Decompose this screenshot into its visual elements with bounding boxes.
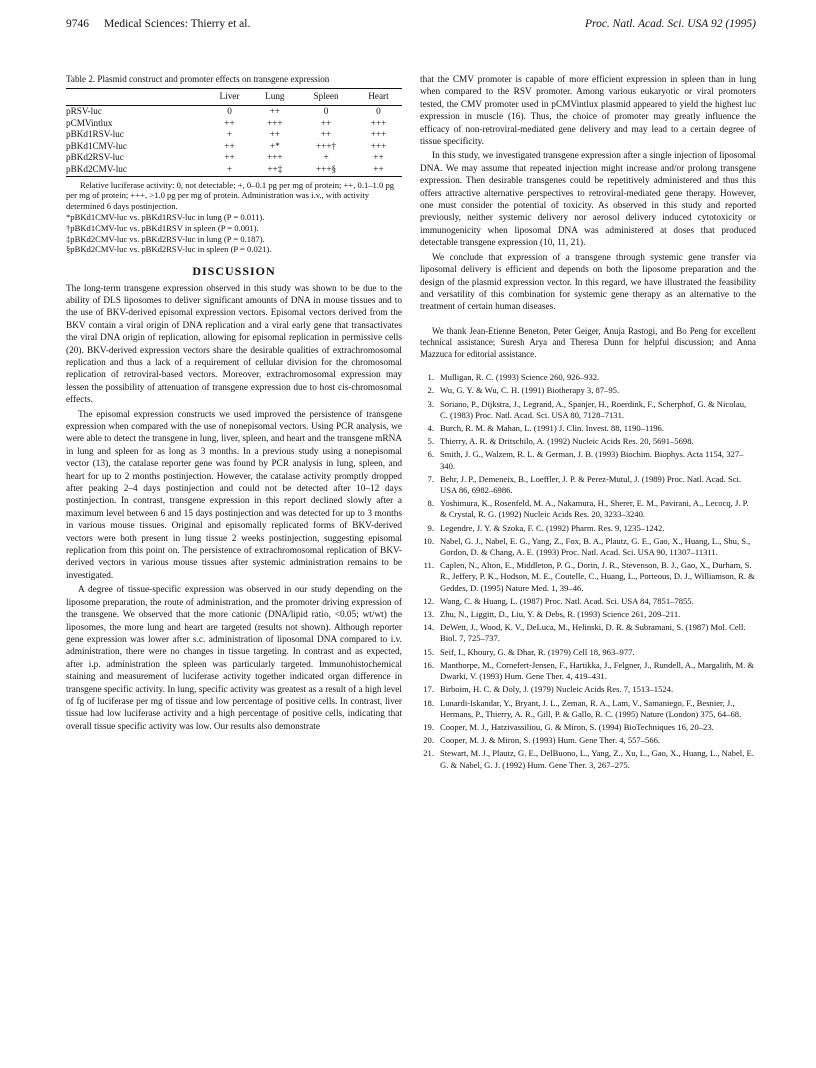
reference-text: Cooper, M. J. & Miron, S. (1993) Hum. Gene Ther. 4, 557–566. <box>440 735 661 746</box>
reference-text: Behr, J. P., Demeneix, B., Loeffler, J. P. & Perez-Mutul, J. (1989) Proc. Natl. Acad. Sci. USA 86, 6982–6986. <box>440 473 742 496</box>
table-2 <box>66 88 402 176</box>
reference-item <box>420 609 756 620</box>
reference-number: 8. <box>427 498 434 509</box>
reference-text: Caplen, N., Alton, E., Middleton, P. G., Dorin, J. R., Stevenson, B. J., Gao, X., Durham, S. R., Jeffery, P. K., Hodson, M. E., Coutelle, C., Huang, L., Porteous, D. J., Williamson, R. & Geddes, D. (1995) Nature Med. 1, 39–46. <box>440 560 755 593</box>
table-cell: ++ <box>373 152 384 163</box>
page-number: 9746 <box>66 18 89 30</box>
table-cell: ++ <box>320 129 332 140</box>
table-header-liver: Liver <box>207 89 253 106</box>
reference-number: 18. <box>423 697 434 708</box>
reference-number: 15. <box>423 646 434 657</box>
reference-number: 2. <box>427 385 434 396</box>
reference-text: Soriano, P., Dijkstra, J., Legrand, A., Spanjer, H., Roerdink, F., Scherphof, G. & Nicolau, C. (1983) Proc. Natl. Acad. Sci. USA 80, 7128–7131. <box>440 398 747 420</box>
reference-item <box>420 647 756 658</box>
reference-item <box>420 385 756 396</box>
reference-number: 3. <box>427 398 434 409</box>
table-header-row <box>66 89 402 106</box>
reference-number: 14. <box>423 622 434 633</box>
reference-text: Wang, C. & Huang, L. (1987) Proc. Natl. Acad. Sci. USA 84, 7851–7855. <box>440 595 694 606</box>
table-row <box>66 106 402 118</box>
table-cell: +++§ <box>297 164 355 176</box>
reference-text: Seif, I., Khoury, G. & Dhar, R. (1979) Cell 18, 963–977. <box>440 646 635 657</box>
reference-text: DeWett, J., Wood, K. V., DeLuca, M., Helinski, D. R. & Subramani, S. (1987) Mol. Cell. Biol. 7, 725–737. <box>440 622 746 644</box>
journal-citation: Proc. Natl. Acad. Sci. USA 92 (1995) <box>585 18 756 30</box>
table-cell: +* <box>269 140 280 151</box>
table-cell: 0 <box>227 106 232 116</box>
reference-text: Cooper, M. J., Hatzivassiliou, G. & Miron, S. (1994) BioTechniques 16, 20–23. <box>440 721 714 732</box>
section-heading: DISCUSSION <box>192 264 276 279</box>
reference-item <box>420 735 756 746</box>
table-cell: +++ <box>370 140 387 151</box>
table-row <box>66 164 402 176</box>
table-cell: ++‡ <box>252 164 297 176</box>
table-cell: +++ <box>370 129 387 140</box>
table-cell: +++† <box>315 140 337 151</box>
reference-number: 6. <box>427 449 434 460</box>
table-header-spleen: Spleen <box>297 89 355 106</box>
reference-number: 4. <box>427 423 434 434</box>
reference-number: 5. <box>427 436 434 447</box>
reference-text: Manthorpe, M., Cornefert-Jensen, F., Hartikka, J., Felgner, J., Rundell, A., Margalith, M. & Dwarki, V. (1993) Hum. Gene Ther. 4, 419–431. <box>440 659 755 682</box>
table-cell: ++ <box>269 106 280 116</box>
reference-item <box>420 748 756 770</box>
reference-number: 12. <box>423 595 434 606</box>
reference-number: 16. <box>423 659 434 670</box>
table-caption: Table 2. Plasmid construct and promoter effects on transgene expression <box>66 74 330 84</box>
table-row-label: pBKd1RSV-luc <box>66 129 124 140</box>
table-row <box>66 141 402 153</box>
table-cell: ++ <box>224 152 235 163</box>
table-cell: + <box>323 152 329 163</box>
reference-number: 20. <box>423 735 434 746</box>
right-column <box>420 74 756 773</box>
reference-item <box>420 474 756 496</box>
body-paragraph: The episomal expression constructs we used improved the persistence of transgene expression when compared with the use of nonepisomal vectors. Using PCR analysis, we were able to detect the transgene in lung, liver, spleen, and heart and the transgene mRNA in lung and spleen for as long as 3 months. In a previous study using a nonepisomal vector (13), the catalase reporter gene was found by PCR analysis in lung, spleen, and heart for up to 2 months postinjection. However, the catalase activity promptly dropped after peaking 2–4 days postinjection and could not be detected after 10–12 days postinjection. In contrast, transgene expression in this report declined slowly after a maximum level between 6 and 15 days postinjection and was detected for up to 3 months in various mouse tissues. Original and episomally replicated forms of BKV-derived vectors were both present in lung tissue 2 weeks postinjection, suggesting episomal replication from this point on. The persistence of extrachromosomal replication of BKV-derived vectors in various mouse tissues after systemic administration remains to be investigated. <box>66 409 402 581</box>
reference-text: Thierry, A. R. & Dritschilo, A. (1992) Nucleic Acids Res. 20, 5691–5698. <box>440 436 694 447</box>
reference-text: Smith, J. G., Walzem, R. L. & German, J. B. (1993) Biochim. Biophys. Acta 1154, 327–340. <box>440 449 744 471</box>
reference-text: Birboim, H. C. & Doly, J. (1979) Nucleic Acids Res. 7, 1513–1524. <box>440 684 674 695</box>
reference-number: 10. <box>423 535 434 546</box>
body-paragraph: that the CMV promoter is capable of more efficient expression in spleen than in lung when compared to the RSV promoter. Among various eukaryotic or viral promoters tested, the CMV promoter used in pCMVintlux plasmid appeared to yield the highest luc expression in muscle (16). Thus, the choice of promoter may greatly influence the efficacy of non-retroviral-mediated gene delivery and may lead to a certain degree of tissue specificity. <box>420 75 756 148</box>
reference-item <box>420 596 756 607</box>
reference-text: Yoshimura, K., Rosenfeld, M. A., Nakamura, H., Sherer, E. M., Pavirani, A., Lecocq, J. P. & Crystal, R. G. (1992) Nucleic Acids Res. 20, 3233–3240. <box>440 498 749 520</box>
table-row <box>66 118 402 130</box>
reference-item <box>420 722 756 733</box>
table-row-label: pRSV-luc <box>66 106 102 116</box>
table-cell: ++ <box>224 117 235 128</box>
table-cell: 0 <box>376 106 381 116</box>
body-paragraph: In this study, we investigated transgene expression after a single injection of liposomal DNA. We may assume that repeated injection might increase and/or prolong transgene expression. Then desirable transgenes could be repetitively administered and thus this offers attractive alternative perspectives to retroviral-mediated gene therapy. However, one must consider the potential of toxicity. As observed in this study and reported previously, neither systemic delivery nor aerosol delivery induced cytotoxicity or immunogenicity when liposomal DNA was administered at doses that produced detectable transgene expression (10, 11, 21). <box>420 151 756 249</box>
table-cell: ++ <box>224 140 235 151</box>
table-cell: ++ <box>269 129 280 140</box>
reference-text: Mulligan, R. C. (1993) Science 260, 926–932. <box>440 372 600 383</box>
reference-number: 13. <box>423 609 434 620</box>
table-note: Relative luciferase activity: 0, not detectable; +, 0–0.1 pg per mg of protein; ++, 0.1–1.0 pg per mg of protein; +++, >1.0 pg per mg of protein. Administration was i.v., with activity determined 6 days postinjection. <box>66 179 395 212</box>
reference-item <box>420 684 756 695</box>
left-column <box>66 74 402 735</box>
reference-item <box>420 423 756 434</box>
table-row-label: pBKd2CMV-luc <box>66 164 207 176</box>
reference-item <box>420 436 756 447</box>
table-row <box>66 152 402 164</box>
table-note: ‡pBKd2CMV-luc vs. pBKd2RSV-luc in lung (P = 0.187). <box>66 233 265 244</box>
table-note: †pBKd1CMV-luc vs. pBKd1RSV in spleen (P = 0.001). <box>66 222 259 233</box>
table-cell: + <box>207 164 253 176</box>
acknowledgment: We thank Jean-Etienne Beneton, Peter Geiger, Anuja Rastogi, and Bo Peng for excellent technical assistance; Suresh Arya and Theresa Dunn for helpful discussion; and Anna Mazzuca for editorial assistance. <box>420 325 756 359</box>
reference-number: 9. <box>427 522 434 533</box>
reference-number: 7. <box>427 473 434 484</box>
table-cell: + <box>226 129 233 140</box>
reference-item <box>420 698 756 720</box>
reference-item <box>420 449 756 471</box>
reference-item <box>420 523 756 534</box>
table-cell: +++ <box>267 152 283 163</box>
reference-text: Burch, R. M. & Mahan, L. (1991) J. Clin. Invest. 88, 1190–1196. <box>440 423 664 434</box>
table-note: *pBKd1CMV-luc vs. pBKd1RSV-luc in lung (P = 0.011). <box>66 211 265 222</box>
table-note: §pBKd2CMV-luc vs. pBKd2RSV-luc in spleen (P = 0.021). <box>66 244 272 255</box>
table-row-label: pCMVintlux <box>66 117 113 128</box>
table-cell: +++ <box>267 117 283 128</box>
reference-number: 11. <box>423 560 434 571</box>
table-header-lung: Lung <box>252 89 297 106</box>
table-row-label: pBKd1CMV-luc <box>66 140 127 151</box>
table-header-heart: Heart <box>355 89 402 106</box>
table-row <box>66 129 402 141</box>
table-cell: 0 <box>323 106 329 116</box>
reference-list <box>420 372 756 771</box>
body-paragraph: We conclude that expression of a transgene through systemic gene transfer via liposomal delivery is efficient and depends on both the liposome preparation and the design of the plasmid expression vector. In this regard, we have illustrated the feasibility and versatility of this combination for systemic gene therapy as an alternative to the treatment of certain human diseases. <box>420 252 756 313</box>
reference-text: Legendre, J. Y. & Szoka, F. C. (1992) Pharm. Res. 9, 1235–1242. <box>440 522 665 533</box>
reference-item <box>420 399 756 421</box>
body-paragraph: The long-term transgene expression observed in this study was shown to be due to the ability of DLS liposomes to deliver significant amounts of DNA in mouse tissues and to the use of BKV-derived episomal expression vectors. Episomal vectors derived from the BKV contain a viral origin of DNA replication and a viral early gene that transactivates the viral DNA origin of replication, allowing for episomal replication in permissive cells (20). BKV-derived expression vectors share the desirable qualities of extrachromosomal replication and thus a lack of a requirement of cellular division for the chromosomal replication of retroviral-based vectors. Moreover, extrachromosomal expression may lessen the possibility of attenuation of transgene expression due to host cis-chromosomal effects. <box>66 283 402 406</box>
reference-text: Wu, G. Y. & Wu, C. H. (1991) Biotherapy 3, 87–95. <box>440 385 620 396</box>
reference-number: 19. <box>423 721 434 732</box>
reference-text: Zhu, N., Liggitt, D., Liu, Y. & Debs, R. (1993) Science 261, 209–211. <box>440 609 681 620</box>
running-header <box>66 18 756 34</box>
reference-item <box>420 372 756 383</box>
table-cell: ++ <box>355 164 402 176</box>
reference-number: 17. <box>423 684 434 695</box>
reference-item <box>420 560 756 594</box>
reference-item <box>420 660 756 682</box>
reference-item <box>420 622 756 644</box>
reference-text: Lunardi-Iskandar, Y., Bryant, J. L., Zeman, R. A., Lam, V., Samaniego, F., Besnier, J., Hermans, P., Thierry, A. R., Gill, P. & Gallo, R. C. (1995) Nature (London) 375, 64–68. <box>440 697 742 719</box>
table-header-blank <box>66 89 207 106</box>
reference-item <box>420 498 756 520</box>
table-cell: +++ <box>370 117 387 128</box>
reference-item <box>420 536 756 558</box>
reference-text: Stewart, M. J., Plautz, G. E., DelBuono, L., Yang, Z., Xu, L., Gao, X., Huang, L., Nabel, E. G. & Nabel, G. J. (1992) Hum. Gene Ther. 3, 267–275. <box>440 748 754 770</box>
table-row-label: pBKd2RSV-luc <box>66 152 124 163</box>
table-body <box>66 106 402 177</box>
table-cell: ++ <box>320 117 332 128</box>
section-title: Medical Sciences: Thierry et al. <box>104 18 251 30</box>
body-paragraph: A degree of tissue-specific expression was observed in our study depending on the liposome preparation, the route of administration, and the promoter driving expression of the transgene. We observed that the more cationic (DNA/lipid ratio, <0.05; wt/wt) the liposomes, the more lung and heart are targeted (results not shown). Although reporter gene expression was lower after s.c. administration of liposomal DNA compared to i.v. administration, there were no changes in tissue targeting. In contrast and as expected, after i.p. administration the spleen was particularly targeted. Immunohistochemical staining and measurement of luciferase activity together indicated organ difference in transgene specific activity. In lung, specific activity was greatest as a result of a high level of fg of luciferase per mg of tissue and low percentage of positive cells. In contrast, liver tissue had low luciferase activity and a high percentage of positive cells, indicating that overall tissue specific activity was low. Our results also demonstrate <box>66 585 402 732</box>
reference-number: 21. <box>423 748 434 759</box>
reference-number: 1. <box>427 372 434 383</box>
table-notes <box>66 180 402 256</box>
reference-text: Nabel, G. J., Nabel, E. G., Yang, Z., Fox, B. A., Plautz, G. E., Gao, X., Huang, L., Shu, S., Gordon, D. & Chang, A. E. (1993) Proc. Natl. Acad. Sci. USA 90, 11307–11311. <box>440 535 751 558</box>
